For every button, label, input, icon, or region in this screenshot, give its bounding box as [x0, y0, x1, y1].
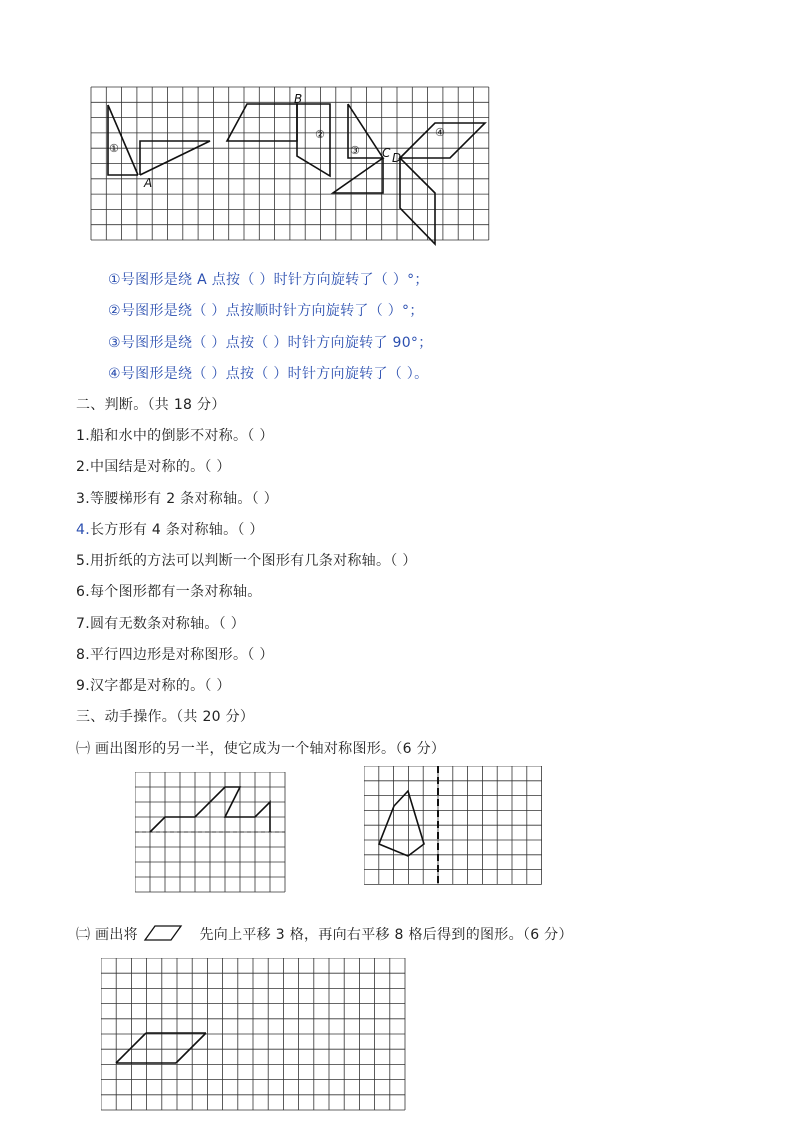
judge-item-1 — [76, 425, 274, 445]
judge-item-number: 5. — [76, 553, 90, 569]
shape-2-original — [227, 104, 297, 141]
label-circle-4: ④ — [435, 126, 445, 139]
translation-grid — [101, 958, 409, 1114]
label-point-a: A — [144, 176, 153, 190]
judge-item-8 — [76, 644, 274, 664]
rotation-question-2: ②号图形是绕（ ）点按顺时针方向旋转了（ ）°； — [108, 303, 424, 319]
shape-4-rotated — [400, 158, 435, 244]
judge-item-text: 船和水中的倒影不对称。（ ） — [89, 428, 274, 444]
symmetry-grid-right — [364, 766, 542, 886]
section-2-title: 二、判断。（共 18 分） — [76, 397, 226, 413]
judge-item-text: 每个图形都有一条对称轴。 — [89, 584, 262, 600]
parallelogram-right-edge — [176, 1033, 206, 1063]
judge-item-text: 中国结是对称的。（ ） — [89, 459, 231, 475]
shape-1-original-hyp — [108, 105, 138, 175]
judge-item-number: 4. — [76, 522, 90, 538]
judge-item-text: 平行四边形是对称图形。（ ） — [89, 647, 274, 663]
judge-item-6 — [76, 581, 262, 601]
judge-item-text: 用折纸的方法可以判断一个图形有几条对称轴。（ ） — [89, 553, 417, 569]
section-3-part-1-instruction: ㈠ 画出图形的另一半，使它成为一个轴对称图形。（6 分） — [76, 741, 446, 757]
label-point-b: B — [294, 92, 303, 106]
instruction-prefix: ㈡ 画出将 — [76, 927, 138, 943]
instruction-suffix: 先向上平移 3 格，再向右平移 8 格后得到的图形。（6 分） — [199, 927, 573, 943]
label-point-c: C — [382, 146, 391, 160]
judge-item-4 — [76, 519, 264, 539]
label-circle-1: ① — [109, 142, 119, 155]
section-3-title: 三、动手操作。（共 20 分） — [76, 709, 255, 725]
judge-item-2 — [76, 456, 231, 476]
judge-item-text: 圆有无数条对称轴。（ ） — [89, 616, 246, 632]
judge-item-number: 2. — [76, 459, 90, 475]
judge-item-number: 8. — [76, 647, 90, 663]
grid-lines — [101, 958, 405, 1110]
judge-item-text: 汉字都是对称的。（ ） — [89, 678, 231, 694]
judge-item-9 — [76, 675, 231, 695]
half-shape-right — [379, 791, 424, 856]
judge-item-text: 长方形有 4 条对称轴。（ ） — [89, 522, 264, 538]
rotation-question-4: ④号图形是绕（ ）点按（ ）时针方向旋转了（ ）。 — [108, 366, 429, 382]
judge-item-number: 7. — [76, 616, 90, 632]
judge-item-number: 1. — [76, 428, 90, 444]
judge-item-3 — [76, 488, 278, 508]
shape-1-rotated — [140, 141, 210, 175]
judge-item-7 — [76, 613, 245, 633]
grid-lines — [364, 766, 542, 884]
rotation-question-3: ③号图形是绕（ ）点按（ ）时针方向旋转了 90°； — [108, 335, 433, 351]
label-point-d: D — [392, 151, 402, 165]
symmetry-grid-left — [135, 772, 287, 894]
grid-lines — [91, 87, 489, 240]
judge-item-number: 9. — [76, 678, 90, 694]
label-circle-2: ② — [315, 128, 325, 141]
rotation-grid-figure — [90, 86, 490, 248]
judge-item-5 — [76, 550, 417, 570]
section-3-part-2-instruction — [76, 924, 573, 944]
label-circle-3: ③ — [350, 144, 360, 157]
rotation-question-1: ①号图形是绕 A 点按（ ）时针方向旋转了（ ）°； — [108, 272, 429, 288]
shape-2-rotated — [297, 104, 330, 176]
parallelogram-icon — [143, 924, 183, 942]
judge-item-text: 等腰梯形有 2 条对称轴。（ ） — [89, 491, 279, 507]
judge-item-number: 3. — [76, 491, 90, 507]
judge-item-number: 6. — [76, 584, 90, 600]
